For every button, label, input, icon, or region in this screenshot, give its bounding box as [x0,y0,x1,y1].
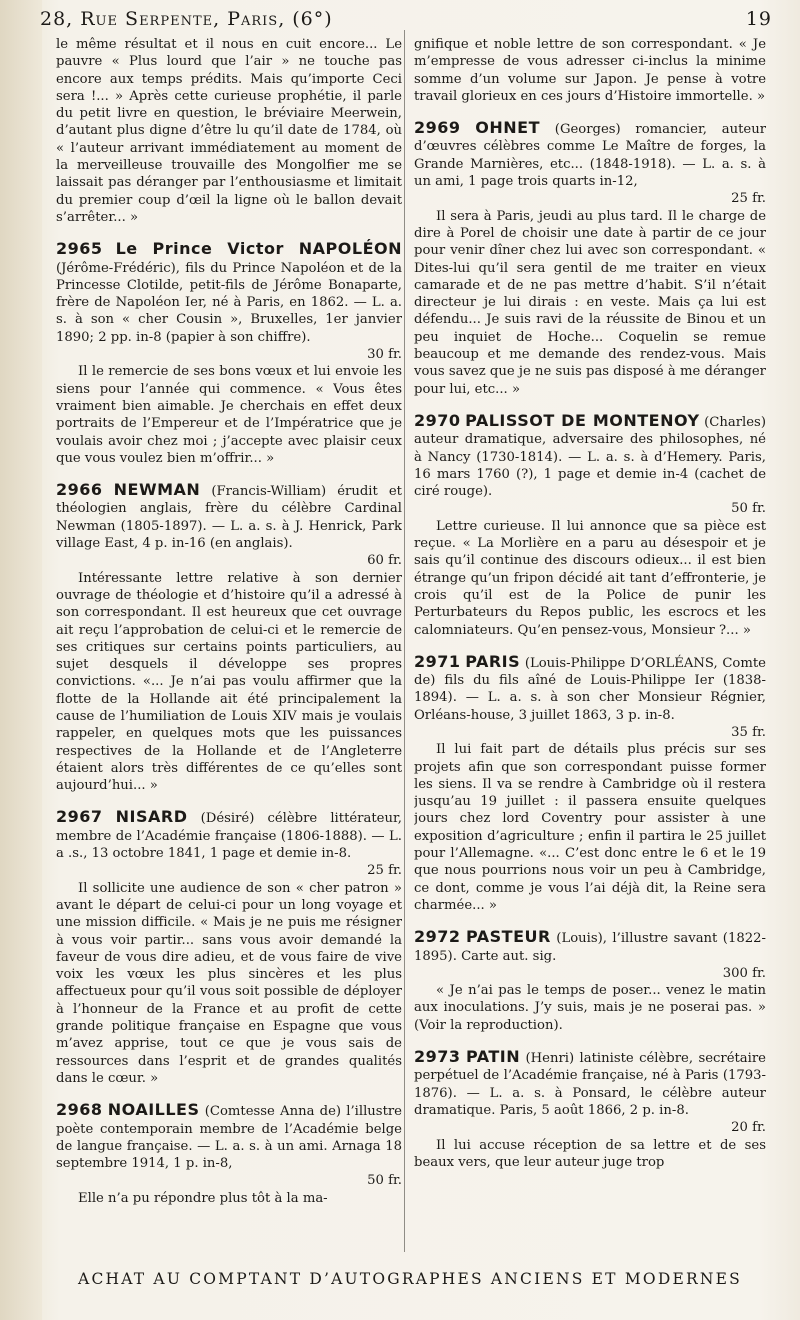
entry-name: OHNET [475,118,541,138]
entry-body: Il le remercie de ses bons vœux et lui envoie les siens pour l’année qui commence. « Vous êtes vraiment bien aimable. Je cherchais en effet deux portraits de l’Empereur et de l’Impératrice que je voulais avoir chez moi ; j’accepte avec plaisir ceux que vous voulez bien m’offrir... » [56,364,402,466]
entry-name: Le Prince Victor NAPOLÉON [115,239,402,259]
entry-description: (Désiré) célèbre littérateur, membre de l’Académie française (1806-1888). — L. a .s., 13 octobre 1841, 1 page et demie in-8. [56,811,402,862]
page-number: 19 [745,8,772,30]
entry-price: 300 fr. [722,965,766,981]
entry-number: 2965 [56,239,103,259]
entry-description: (Georges) romancier, auteur d’œuvres célèbres comme Le Maître de forges, la Grande Marnières, etc... (1848-1918). — L. a. s. à un ami, 1 page trois quarts in-12, [414,122,766,190]
entry-description: (Charles) auteur dramatique, adversaire des philosophes, né à Nancy (1730-1814). — L. a. s. à d’Hemery. Paris, 16 mars 1760 (?), 1 page et demie in-4 (cachet de ciré rouge). [414,414,766,500]
entry-description: (Henri) latiniste célèbre, secrétaire perpétuel de l’Académie française, né à Paris (1793-1876). — L. a. s. à Ponsard, le célèbre auteur dramatique. Paris, 5 août 1866, 2 p. in-8. [414,1051,766,1118]
catalog-entry-2970 [414,412,766,639]
entry-body: Elle n’a pu répondre plus tôt à la ma- [78,1190,328,1206]
catalog-entry-2973 [414,1048,766,1171]
entry-number: 2973 [414,1047,461,1067]
entry-description: (Louis), l’illustre savant (1822-1895). Carte aut. sig. [414,931,766,964]
entry-heading [56,1101,402,1189]
entry-number: 2967 [56,807,103,827]
continuation-text: le même résultat et il nous en cuit encore... Le pauvre « Plus lourd que l’air » ne touche pas encore aux temps prédits. Mais qu’importe Ceci sera !... » Après cette curieuse prophétie, il parle du petit livre en question, le bréviaire Meerwein, d’autant plus digne d’être lu qu’il date de 1784, où « l’auteur arrivant immédiatement au moment de la merveilleuse trouvaille des Mongolfier me se laissait pas déranger par l’enthousiasme et limitait du premier coup d’œil la ligne où le ballon devait s’arrêter... » [56,37,402,225]
column-divider [404,30,405,1252]
entry-name: NISARD [115,807,188,827]
entry-body: Intéressante lettre relative à son dernier ouvrage de théologie et d’histoire qu’il a adressé à son correspondant. Il est heureux que cet ouvrage ait reçu l’approbation de celui-ci et le remercie de ses critiques sur certains points particuliers, au sujet desquels il développe ses propres convictions. «... Je n’ai pas voulu affirmer que la flotte de la Hollande ait été principalement la cause de l’humiliation de Louis XIV mais je voulais rappeler, en quelques mots que les puissances respectives de la Hollande et de l’Angleterre étaient alors très différentes de ce qu’elles sont aujourd’hui... » [56,570,402,794]
entry-heading [414,412,766,518]
entry-body: « Je n’ai pas le temps de poser... venez le matin aux inoculations. J’y suis, mais je ne poserai pas. » (Voir la reproduction). [414,983,766,1033]
entry-price: 20 fr. [731,1120,766,1136]
page-footer: ACHAT AU COMPTANT D’AUTOGRAPHES ANCIENS ET MODERNES [78,1270,742,1288]
entry-body: Lettre curieuse. Il lui annonce que sa pièce est reçue. « La Morlière en a paru au désespoir et je sais qu’il continue des discours odieux... il est bien étrange qu’un fripon décidé ait tant d’effronterie, je crois qu’il est de la Police de punir les Perturbateurs du Repos public, les escrocs et les calomniateurs. Qu’en pensez-vous, Monsieur ?... » [414,518,766,638]
entry-price: 60 fr. [367,553,402,569]
catalog-entry-2968 [56,1101,402,1207]
catalog-entry-2965 [56,240,402,467]
entry-heading [56,808,402,879]
catalog-entry-2967 [56,808,402,1087]
catalog-entry-2966 [56,481,402,794]
page-edge-shadow [0,0,42,1320]
catalog-entry-2972 [414,928,766,1034]
entry-heading [56,481,402,569]
catalog-entry-2971 [414,653,766,914]
entry-name: PALISSOT DE MONTENOY [465,410,700,430]
entry-name: PARIS [465,651,521,671]
entry-number: 2968 [56,1100,103,1120]
entry-price: 50 fr. [367,1173,402,1189]
entry-body: Il lui accuse réception de sa lettre et de ses beaux vers, que leur auteur juge trop [414,1137,766,1170]
left-column [56,36,402,1254]
entry-description: (Francis-William) érudit et théologien anglais, frère du célèbre Cardinal Newman (1805-1897). — L. a. s. à J. Henrick, Park village East, 4 p. in-16 (en anglais). [56,484,402,552]
entry-number: 2969 [414,118,461,138]
entry-heading [56,240,402,363]
header-address: 28, Rue Serpente, Paris, (6°) [40,8,333,30]
entry-name: NOAILLES [107,1100,200,1120]
entry-description: (Louis-Philippe D’ORLÉANS, Comte de) fils du fils aîné de Louis-Philippe Ier (1838-1894). — L. a. s. à son cher Monsieur Régnier, Orléans-house, 3 juillet 1863, 3 p. in-8. [414,655,766,723]
entry-heading [414,1048,766,1136]
entry-price: 30 fr. [367,347,402,363]
entry-description: (Comtesse Anna de) l’illustre poète contemporain membre de l’Académie belge de langue française. — L. a. s. à un ami. Arnaga 18 septembre 1914, 1 p. in-8, [56,1104,402,1172]
entry-number: 2971 [414,651,461,671]
entry-body: Il lui fait part de détails plus précis sur ses projets afin que son correspondant puisse former les siens. Il va se rendre à Cambridge où il restera jusqu’au 19 juillet : il passera ensuite quelques jours chez lord Coventry pour assister à une exposition d’agriculture ; enfin il partira le 25 juillet pour l’Allemagne. «... C’est donc entre le 6 et le 19 que nous pourrions nous voir un peu à Cambridge, ce dont, comme je vous l’ai déjà dit, la Reine sera charmée... » [414,742,766,913]
entry-price: 50 fr. [731,501,766,517]
entry-heading [414,928,766,982]
entry-heading [414,653,766,741]
entry-description: (Jérôme-Frédéric), fils du Prince Napoléon et de la Princesse Clotilde, petit-fils de Jérôme Bonaparte, frère de Napoléon Ier, né à Paris, en 1862. — L. a. s. à son « cher Cousin », Bruxelles, 1er janvier 1890; 2 pp. in-8 (papier à son chiffre). [56,260,402,345]
entry-name: NEWMAN [113,480,201,500]
entry-price: 25 fr. [731,191,766,207]
entry-price: 35 fr. [731,724,766,740]
entry-body: Il sera à Paris, jeudi au plus tard. Il le charge de dire à Porel de choisir une date à partir de ce jour pour venir dîner chez lui avec son correspondant. « Dites-lui qu’il sera gentil de me traiter en vieux camarade et de ne pas mettre d’habit. S’il n’était directeur je lui dirais : en veste. Mais ça lui est défendu... Je suis ravi de la réussite de Binou et un peu inquiet de Hoche... Coquelin se remue beaucoup et me demande des rendez-vous. Mais vous savez que je ne suis pas disposé à me déranger pour lui, etc... » [414,208,766,397]
entry-name: PATIN [465,1047,521,1067]
entry-number: 2966 [56,480,103,500]
entry-name: PASTEUR [466,927,551,947]
entry-number: 2970 [414,410,461,430]
continuation-text: gnifique et noble lettre de son correspondant. « Je m’empresse de vous adresser ci-inclus la minime somme d’un volume sur Japon. Je pense à votre travail glorieux en ces jours d’Histoire immortelle. » [414,37,766,104]
entry-number: 2972 [414,927,461,947]
entry-heading [414,119,766,207]
entry-price: 25 fr. [367,863,402,879]
catalog-entry-2969 [414,119,766,398]
right-column [414,36,766,1254]
page-header [40,8,772,38]
entry-body: Il sollicite une audience de son « cher patron » avant le départ de celui-ci pour un long voyage et une mission difficile. « Mais je ne puis me résigner à vous voir partir... sans vous avoir demandé la faveur de vous dire adieu, et de vous faire de vive voix les vœux les plus sincères et les plus affectueux pour qu’il vous soit possible de déployer à l’honneur de la France et au profit de cette grande politique française en Espagne que vous m’avez apprise, tout ce que je vous sais de ressources dans l’esprit et de grandes qualités dans le cœur. » [56,880,402,1086]
